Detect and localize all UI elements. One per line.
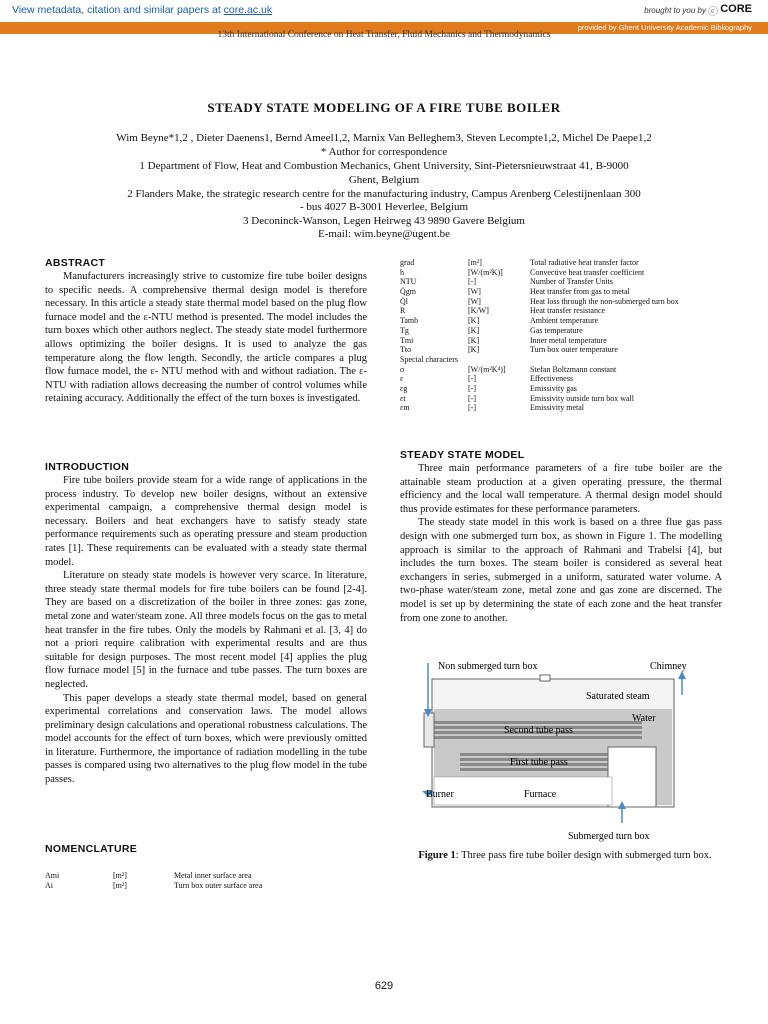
figure-caption (400, 849, 730, 862)
introduction-heading: INTRODUCTION (45, 461, 130, 473)
brought-by-text: brought to you by (644, 6, 706, 15)
nom-symbol: ε (400, 374, 404, 384)
nom-symbol: Tmi (400, 335, 414, 345)
nomenclature-heading: NOMENCLATURE (45, 843, 138, 855)
nomenclature-row (400, 297, 730, 307)
nom-symbol: grad (400, 258, 415, 267)
intro-paragraph-2: Literature on steady state models is however very scarce. In literature, three steady state thermal models for fire tube boilers can be found [2-4]. They are based on a discretization of the boiler in three zones: gas zone, metal zone and water/steam zone. All three models focus on the gas to metal heat transfer in the fire tubes. Only the models by Rahmani et al. [3, 4] do not a priori require calibration with experimental results and are thus suitable for design purposes. The most recent model [4] applies the plug flow furnace model [5] in the furnace and tube passes. The turn boxes are neglected. (45, 570, 367, 690)
nom-description: Emissivity outside turn box wall (530, 393, 634, 403)
nom-unit: [m²] (468, 258, 482, 267)
core-logo[interactable]: CORE (720, 3, 752, 15)
nom-description: Ambient temperature (530, 316, 599, 326)
affiliation-1b: Ghent, Belgium (348, 174, 420, 186)
label-chimney: Chimney (650, 661, 687, 672)
nom-unit: [-] (468, 277, 476, 287)
correspondence-note: * Author for correspondence (320, 146, 448, 158)
figure-caption-text: : Three pass fire tube boiler design with submerged turn box. (455, 850, 712, 861)
email[interactable]: E-mail: wim.beyne@ugent.be (317, 228, 450, 240)
nomenclature-row (400, 345, 730, 355)
steam-outlet (540, 675, 550, 681)
affiliation-2b: - bus 4027 B-3001 Heverlee, Belgium (299, 201, 469, 213)
nom-symbol: Tto (400, 345, 412, 355)
nomenclature-row (400, 316, 730, 326)
provided-by-link[interactable]: provided by Ghent University Academic Bibliography (577, 23, 752, 32)
authors: Wim Beyne*1,2 , Dieter Daenens1, Bernd Ameel1,2, Marnix Van Belleghem3, Steven Lecompte1,2, Michel De Paepe1,2 (116, 132, 652, 144)
nom-unit: [-] (468, 383, 476, 393)
core-link[interactable]: core.ac.uk (223, 4, 273, 16)
core-logo-icon: ⓒ (708, 7, 718, 18)
nomenclature-row (400, 268, 730, 278)
nom-symbol: εt (400, 393, 406, 403)
nomenclature-row (400, 258, 730, 268)
nom-unit: [W/(m²K)] (468, 267, 503, 277)
label-furnace: Furnace (524, 789, 557, 800)
abstract-heading: ABSTRACT (45, 257, 106, 269)
nomenclature-row (400, 277, 730, 287)
steady-state-body (400, 462, 722, 625)
nom-symbol: h (400, 267, 404, 277)
nom-symbol: Q̇gm (400, 287, 416, 297)
nom-symbol: Special characters (400, 354, 458, 364)
nom-unit: [W] (468, 287, 481, 297)
nom-unit: [-] (468, 403, 476, 413)
nom-unit: [m²] (113, 871, 127, 880)
steady-paragraph-2: The steady state model in this work is based on a three flue gas pass design with one submerged turn box, as shown in Figure 1. The modelling approach is similar to the approach of Rahmani and Trabelsi [4], but includes the turn boxes. The steam boiler is considered as several heat exchangers in series, submerged in a uniform, saturated water volume. A two-phase water/steam zone, metal zone and gas zone are discerned. The model is set up by determining the state of each zone and the heat transfer from one zone to another. (400, 517, 722, 624)
abstract-body (45, 270, 367, 406)
nom-description: Inner metal temperature (530, 335, 607, 345)
abstract-text: Manufacturers increasingly strive to customize fire tube boiler designs to specific needs. A comprehensive thermal design model is therefore necessary. In this article a steady state thermal model based on the plug flow furnace model and the ε-NTU method is presented. The model includes the turn boxes which other authors neglect. The steady state model furthermore allows optimizing the boiler designs. It is used to analyze the gas temperature along the flow length. Secondly, the article compares a plug flow furnace model, the ε- NTU method with and without radiation. The ε- NTU with radiation allows decreasing the number of control volumes while retaining accuracy. Additionally the effect of the turn boxes is investigated. (45, 271, 367, 405)
label-water: Water (632, 713, 656, 724)
nom-unit: [-] (468, 374, 476, 384)
affiliation-3: 3 Deconinck-Wanson, Legen Heirweg 43 9890 Gavere Belgium (243, 215, 525, 227)
non-submerged-turn-box (424, 713, 434, 747)
nom-symbol: NTU (400, 277, 417, 287)
nomenclature-row (400, 336, 730, 346)
nom-unit: [m²] (113, 880, 127, 890)
label-non-submerged-turn-box: Non submerged turn box (438, 661, 538, 672)
nom-unit: [K] (468, 345, 480, 355)
affiliation-2a: 2 Flanders Make, the strategic research centre for the manufacturing industry, Campus Arenberg Celestijnenlaan 300 (127, 188, 641, 200)
label-second-tube-pass: Second tube pass (504, 725, 573, 736)
nomenclature-row (400, 326, 730, 336)
nomenclature-row (400, 374, 730, 384)
nomenclature-row (400, 306, 730, 316)
nomenclature-row (400, 287, 730, 297)
nom-symbol: σ (400, 364, 405, 374)
introduction-body (45, 474, 367, 787)
nomenclature-row (400, 403, 730, 413)
affiliation-1a: 1 Department of Flow, Heat and Combustion Mechanics, Ghent University, Sint-Pietersnieuwstraat 41, B-9000 (139, 160, 629, 172)
nomenclature-row (400, 365, 730, 375)
nomenclature-row (400, 384, 730, 394)
nom-description: Convective heat transfer coefficient (530, 267, 645, 277)
nom-description: Emissivity metal (530, 403, 584, 413)
nom-unit: [W/(m²K⁴)] (468, 364, 506, 374)
nom-description: Heat transfer from gas to metal (530, 287, 630, 297)
intro-paragraph-1: Fire tube boilers provide steam for a wide range of applications in the process industry. To develop new boiler designs, without an extensive experimental campaign, a comprehensive thermal design model is necessary. Boilers and heat exchangers have to satisfy steady state performance requirements such as operating pressure and steam production rates [1]. These requirements can be evaluated with a steady state thermal model. (45, 475, 367, 568)
conference-header: 13th International Conference on Heat Transfer, Fluid Mechanics and Thermodynamics (217, 30, 551, 40)
label-burner: Burner (426, 789, 454, 800)
nomenclature-row (400, 355, 730, 365)
nom-description: Turn box outer surface area (174, 880, 263, 890)
metadata-link[interactable]: View metadata, citation and similar papers at core.ac.uk (12, 4, 273, 16)
arrow-head-up (678, 671, 686, 679)
label-submerged-turn-box: Submerged turn box (568, 831, 650, 842)
nom-description: Gas temperature (530, 325, 583, 335)
nom-description: Metal inner surface area (174, 871, 252, 880)
page-number: 629 (374, 980, 394, 992)
nom-description: Stefan Boltzmann constant (530, 364, 617, 374)
nomenclature-row (45, 871, 367, 881)
nom-symbol: εm (400, 403, 410, 413)
nom-unit: [W] (468, 296, 481, 306)
nom-symbol: R (400, 306, 406, 316)
nom-description: Effectiveness (530, 374, 573, 384)
label-saturated-steam: Saturated steam (586, 691, 650, 702)
nom-unit: [-] (468, 393, 476, 403)
nomenclature-row (400, 394, 730, 404)
nom-unit: [K] (468, 316, 480, 326)
paper-title: STEADY STATE MODELING OF A FIRE TUBE BOILER (207, 100, 561, 115)
core-header-bar (0, 0, 768, 23)
nom-symbol: Q̇l (400, 296, 408, 306)
nom-unit: [K] (468, 335, 480, 345)
steady-state-heading: STEADY STATE MODEL (400, 449, 525, 461)
nom-description: Emissivity gas (530, 383, 577, 393)
nom-symbol: Tg (400, 325, 409, 335)
nom-symbol: Ai (45, 880, 53, 890)
nom-symbol: Ami (45, 871, 60, 880)
label-first-tube-pass: First tube pass (510, 757, 568, 768)
nom-description: Heat transfer resistance (530, 306, 606, 316)
nom-description: Heat loss through the non-submerged turn box (530, 296, 679, 306)
nomenclature-left-table (45, 871, 367, 890)
nomenclature-right-table (400, 258, 730, 413)
submerged-turn-box (608, 747, 656, 807)
boiler-diagram (420, 655, 720, 847)
furnace (434, 777, 612, 805)
nom-unit: [K/W] (468, 306, 489, 316)
nom-symbol: Tamb (400, 316, 419, 326)
figure-caption-label: Figure 1 (418, 850, 456, 861)
nom-description: Turn box outer temperature (530, 345, 618, 355)
nomenclature-row (45, 881, 367, 891)
nom-description: Number of Transfer Units (530, 277, 613, 287)
nom-description: Total radiative heat transfer factor (530, 258, 639, 267)
intro-paragraph-3: This paper develops a steady state thermal model, based on general experimental correlations and conservation laws. The model allows preliminary design calculations and operational robustness calculations. The model accounts for the effect of turn boxes, which were previously omitted in literature. Furthermore, the importance of radiation modelling in the tube passes is compared using two alternatives to the plug flow model in the tube passes. (45, 692, 367, 786)
steady-paragraph-1: Three main performance parameters of a fire tube boiler are the attainable steam production at a given operating pressure, the thermal efficiency and the local wall temperature. A thermal design model should thus provide estimates for these performance parameters. (400, 463, 722, 515)
nom-unit: [K] (468, 325, 480, 335)
nom-symbol: εg (400, 383, 408, 393)
